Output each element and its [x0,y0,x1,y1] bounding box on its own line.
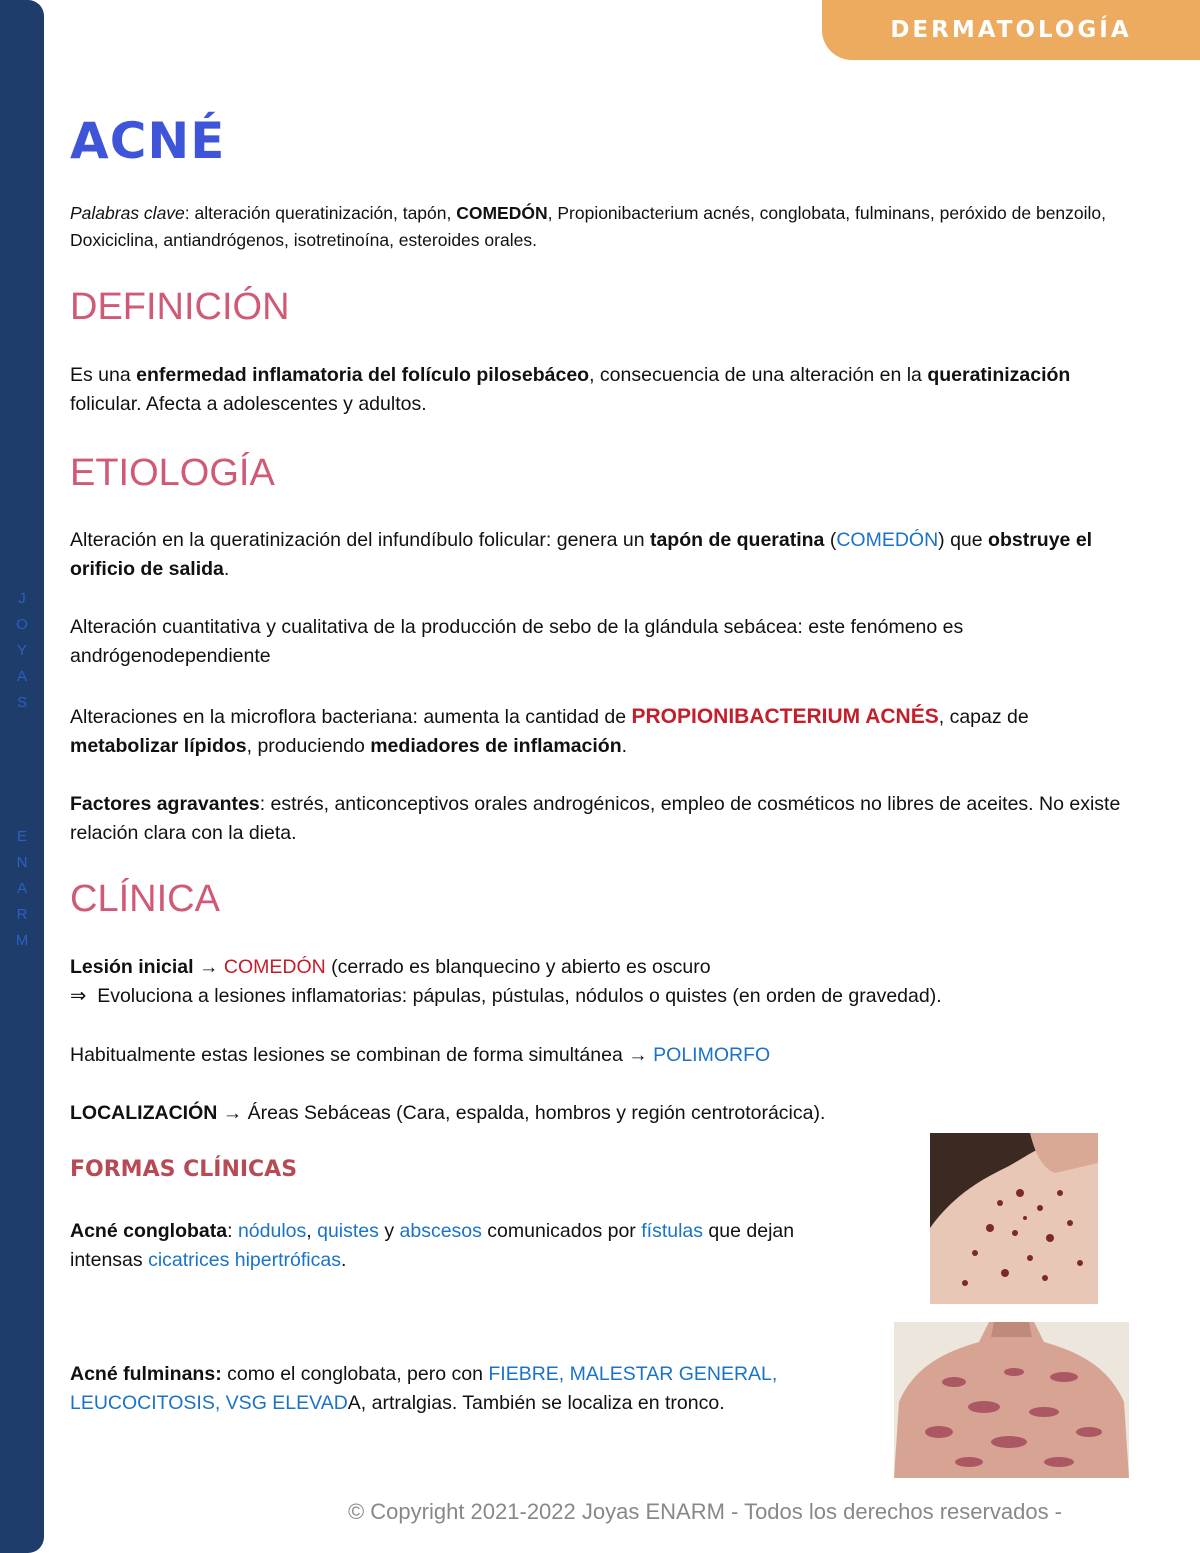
definicion-paragraph [70,361,1140,419]
clinica-lesion [70,953,1140,1011]
heading-etiologia: ETIOLOGÍA [70,452,275,494]
bold-text: metabolizar lípidos [70,735,247,757]
text: . [223,558,230,580]
highlight-text: fístulas [641,1220,704,1242]
arrow-icon: → [217,1102,248,1124]
side-letter: Y [16,642,27,659]
bold-text: Factores agravantes [70,793,260,815]
text: , capaz de [938,706,1029,728]
etiologia-paragraph-3 [70,702,1140,761]
side-letter: J [18,590,26,607]
highlight-text: abscesos [399,1220,482,1242]
highlight-text: POLIMORFO [653,1044,771,1066]
footer-copyright [0,1499,1200,1525]
bold-text: Acné fulminans: [70,1363,222,1385]
keywords-sep: : [184,203,195,223]
section-tab-label: DERMATOLOGÍA [890,17,1132,43]
heading-formas-clinicas: FORMAS CLÍNICAS [70,1157,298,1182]
side-letter: A [16,880,27,897]
bold-text: tapón de queratina [649,529,825,551]
text: que dejan intensas [70,1220,795,1271]
page-title: ACNÉ [70,112,226,170]
section-tab [822,0,1200,60]
bold-text: LOCALIZACIÓN [70,1102,218,1124]
side-letter: N [16,854,28,871]
footer-text: © Copyright 2021-2022 Joyas ENARM - Todos los derechos reservados - [347,1499,1063,1524]
highlight-text: nódulos [237,1220,307,1242]
acne-fulminans-photo [894,1322,1129,1478]
text: (cerrado es blanquecino y abierto es oscuro [325,956,711,978]
text: Evoluciona a lesiones inflamatorias: pápulas, pústulas, nódulos o quistes (en orden de gravedad). [97,985,942,1007]
text: : estrés, anticonceptivos orales androgénicos, empleo de cosméticos no libres de aceites. No existe relación clara con la dieta. [70,793,1121,844]
keywords-text: , Propionibacterium acnés, conglobata, fulminans, peróxido de benzoilo, Doxiciclina, antiandrógenos, isotretinoína, esteroides orales. [70,203,1107,250]
text: : [227,1220,238,1242]
text: Alteración en la queratinización del infundíbulo folicular: genera un [70,529,650,551]
arrow-icon: → [193,956,224,978]
side-letter: A [16,668,27,685]
side-letter: R [16,906,28,923]
side-letter: E [16,828,27,845]
keywords-paragraph [70,200,1140,254]
keywords-bold: COMEDÓN [456,203,548,223]
bold-text: obstruye el orificio de salida [70,529,1093,580]
text: ( [824,529,837,551]
text: , produciendo [246,735,371,757]
bold-text: Acné conglobata [70,1220,228,1242]
highlight-text: FIEBRE, MALESTAR GENERAL, LEUCOCITOSIS, VSG ELEVAD [70,1363,778,1414]
keywords-label: Palabras clave [70,203,185,223]
highlight-text: quistes [317,1220,379,1242]
side-letter: M [15,932,29,949]
bold-text: queratinización [927,364,1071,386]
heading-clinica: CLÍNICA [70,878,220,920]
text: . [340,1249,347,1271]
etiologia-paragraph-2: Alteración cuantitativa y cualitativa de la producción de sebo de la glándula sebácea: este fenómeno es andrógenodependiente [70,616,964,667]
highlight-text: cicatrices hipertróficas [148,1249,341,1271]
text: Habitualmente estas lesiones se combinan de forma simultánea [70,1044,623,1066]
highlight-text: COMEDÓN [223,956,326,978]
etiologia-paragraph-1 [70,526,1140,584]
text: como el conglobata, pero con [221,1363,489,1385]
text: Es una [70,364,137,386]
text: Alteraciones en la microflora bacteriana: aumenta la cantidad de [70,706,632,728]
clinica-localizacion [70,1099,1140,1128]
sidebar-bar [0,0,44,1553]
text: comunicados por [481,1220,642,1242]
fulminans-paragraph [70,1360,830,1418]
text: Áreas Sebáceas (Cara, espalda, hombros y región centrotorácica). [247,1102,826,1124]
text: folicular. Afecta a adolescentes y adultos. [70,393,427,415]
acne-conglobata-photo [930,1133,1098,1304]
highlight-text: PROPIONIBACTERIUM ACNÉS [631,705,939,728]
text: A, artralgias. También se localiza en tronco. [347,1392,725,1414]
clinica-habitual [70,1041,1140,1070]
keywords-text: alteración queratinización, tapón, [194,203,457,223]
conglobata-paragraph [70,1217,870,1275]
double-arrow-icon: ⇒ [70,985,87,1007]
bold-text: enfermedad inflamatoria del folículo pilosebáceo [136,364,590,386]
bold-text: Lesión inicial [70,956,194,978]
side-letter: O [16,616,28,633]
text: . [621,735,628,757]
arrow-icon: → [622,1044,654,1066]
etiologia-paragraph-4 [70,790,1140,848]
text: ) que [938,529,989,551]
text: , [306,1220,318,1242]
highlight-text: COMEDÓN [836,529,939,551]
text: y [378,1220,400,1242]
bold-text: mediadores de inflamación [370,735,622,757]
side-letter: S [16,694,27,711]
heading-definicion: DEFINICIÓN [70,286,290,328]
side-brand-enarm [12,824,32,954]
side-brand-joyas [12,586,32,716]
text: , consecuencia de una alteración en la [589,364,928,386]
